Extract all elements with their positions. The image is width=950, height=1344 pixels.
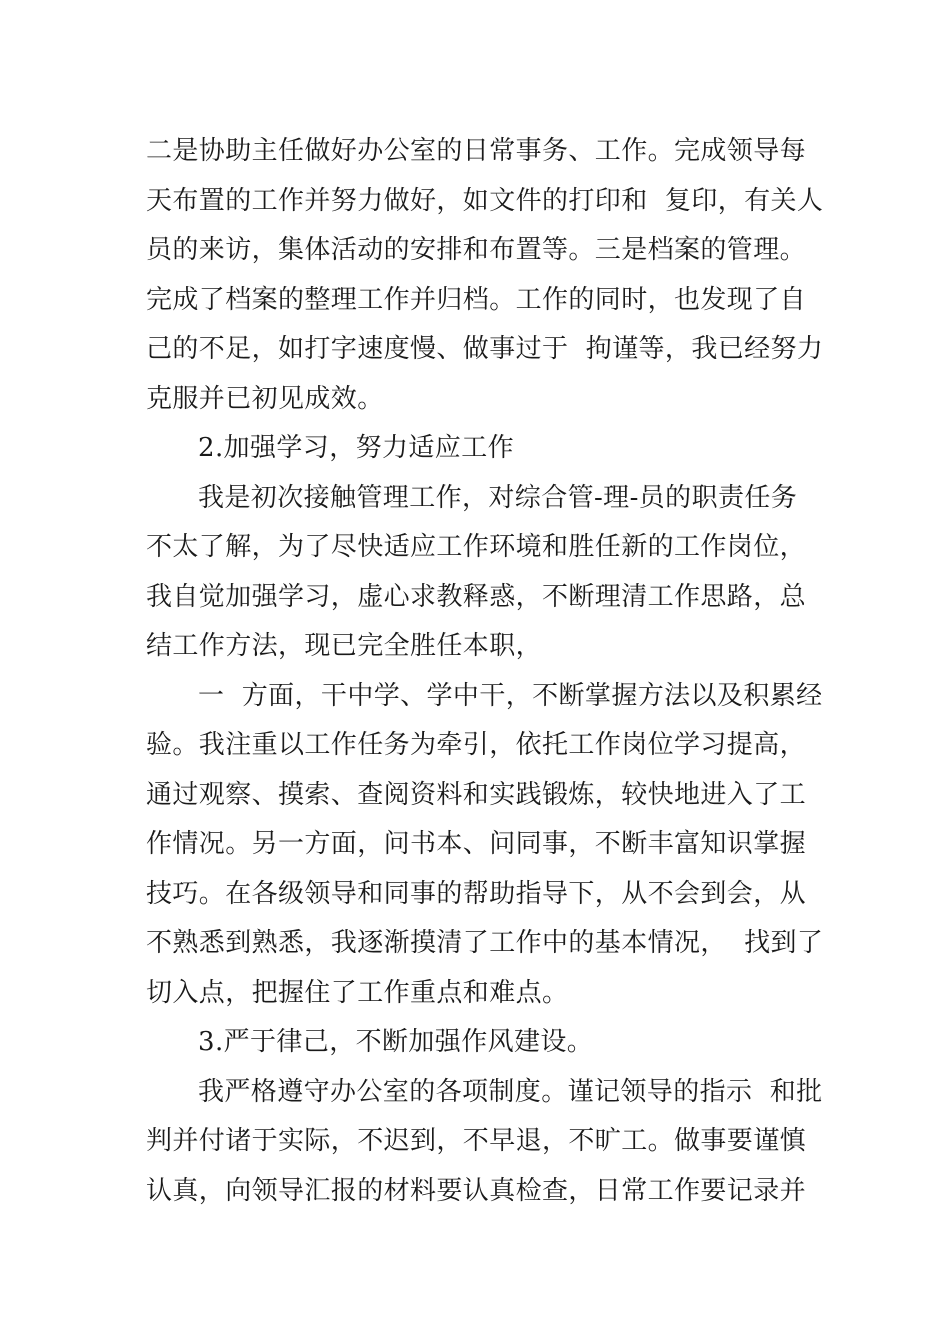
text-line: 切入点，把握住了工作重点和难点。	[146, 977, 569, 1008]
text-line: 技巧。在各级领导和同事的帮助指导下，从不会到会，从	[146, 878, 807, 909]
document-body	[146, 127, 824, 1216]
text-line: 我是初次接触管理工作，对综合管-理-员的职责任务	[198, 482, 798, 513]
text-line: 认真，向领导汇报的材料要认真检查，日常工作要记录并	[146, 1175, 807, 1206]
text-line: 我严格遵守办公室的各项制度。谨记领导的指示 和批	[198, 1076, 823, 1107]
text-line: 结工作方法，现已完全胜任本职，	[146, 631, 543, 661]
text-line: 天布置的工作并努力做好，如文件的打印和 复印，有关人	[146, 185, 824, 216]
text-line: 一 方面，干中学、学中干，不断掌握方法以及积累经	[198, 680, 823, 711]
text-line: 2.加强学习，努力适应工作	[198, 433, 515, 463]
text-line: 不太了解，为了尽快适应工作环境和胜任新的工作岗位，	[146, 532, 807, 562]
text-line: 我自觉加强学习，虚心求教释惑，不断理清工作思路，总	[146, 581, 807, 612]
text-line: 3.严于律己，不断加强作风建设。	[198, 1027, 594, 1057]
text-line: 验。我注重以工作任务为牵引，依托工作岗位学习提高，	[146, 730, 807, 760]
text-line: 己的不足，如打字速度慢、做事过于 拘谨等，我已经努力	[146, 334, 824, 364]
text-line: 员的来访，集体活动的安排和布置等。三是档案的管理。	[146, 235, 807, 265]
text-line: 完成了档案的整理工作并归档。工作的同时，也发现了自	[146, 284, 807, 315]
text-line: 作情况。另一方面，问书本、问同事，不断丰富知识掌握	[146, 829, 807, 859]
text-line: 通过观察、摸索、查阅资料和实践锻炼，较快地进入了工	[146, 779, 807, 810]
text-line: 二是协助主任做好办公室的日常事务、工作。完成领导每	[146, 136, 807, 166]
text-line: 判并付诸于实际，不迟到，不早退，不旷工。做事要谨慎	[146, 1126, 807, 1156]
text-line: 不熟悉到熟悉，我逐渐摸清了工作中的基本情况， 找到了	[146, 928, 824, 958]
text-line: 克服并已初见成效。	[146, 383, 384, 414]
